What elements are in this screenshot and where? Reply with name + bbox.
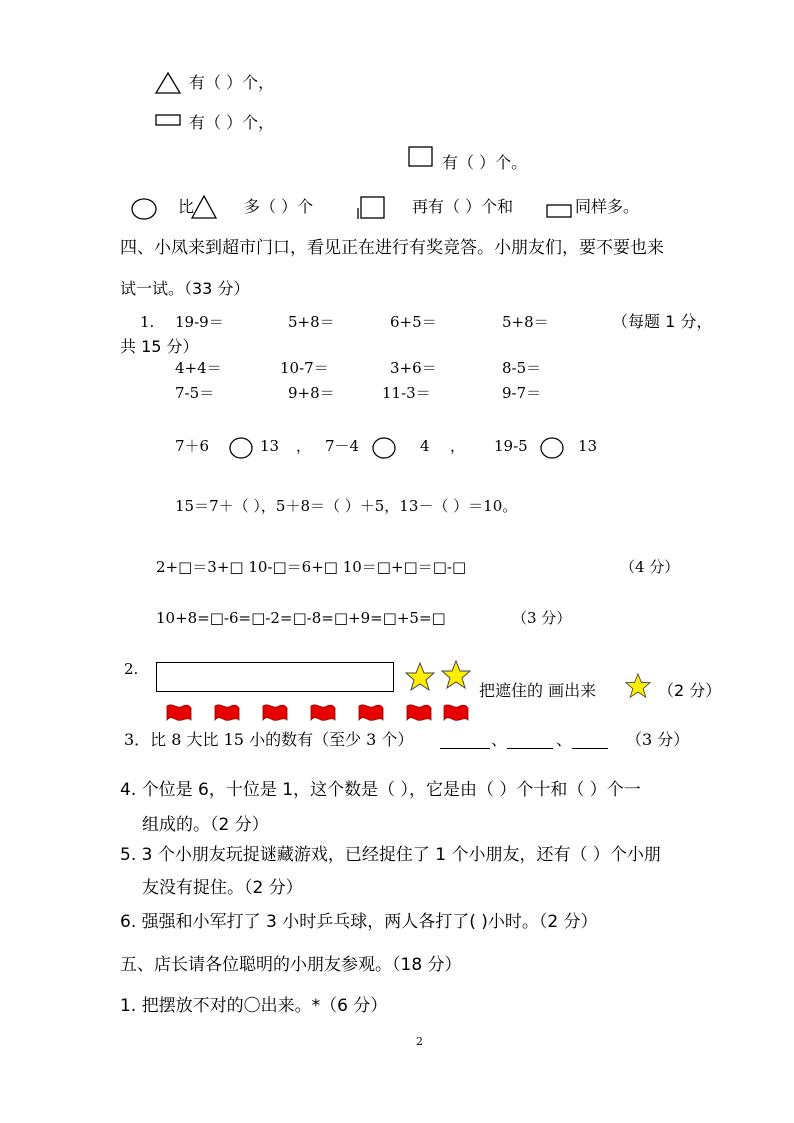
q3-blank-3 — [572, 748, 608, 749]
q1-r3-c4: 9-7＝ — [502, 384, 542, 402]
star-icon — [624, 673, 652, 699]
q3-blank-2 — [507, 748, 553, 749]
q4-line2: 组成的。（2 分） — [142, 815, 269, 835]
circle-row-sep-1: ， — [296, 437, 312, 455]
circle-row-item-2: 13 — [260, 437, 280, 455]
q1-score-note-a: （每题 1 分， — [612, 312, 713, 331]
q1-r1-c4: 5+8＝ — [502, 313, 549, 331]
chain-row: 10+8=□-6=□-2=□-8=□+9=□+5=□ — [156, 609, 446, 627]
q3-sep-2: 、 — [556, 730, 573, 749]
section4-heading-line1: 四、小凤来到超市门口，看见正在进行有奖竞答。小朋友们，要不要也来 — [120, 238, 664, 258]
section5-heading: 五、店长请各位聪明的小朋友参观。（18 分） — [120, 955, 462, 975]
q1-r3-c2: 9+8＝ — [288, 384, 335, 402]
compare-same-text: 同样多。 — [575, 197, 640, 216]
compare-circle-icon — [539, 437, 565, 459]
rectangle-icon — [155, 114, 181, 126]
compare-circle-icon — [228, 437, 254, 459]
q3-sep-1: 、 — [491, 730, 508, 749]
q1-r1-c1: 19-9＝ — [175, 313, 224, 331]
square-icon — [408, 146, 434, 168]
compare-bi-text: 比 — [178, 197, 195, 216]
q1-r2-c1: 4+4＝ — [175, 359, 222, 377]
compare-more-text: 多（ ）个 — [244, 197, 314, 216]
circle-row-item-5: 19-5 — [494, 437, 528, 455]
flag-icon — [405, 702, 433, 724]
circle-row-item-4: 4 — [420, 437, 430, 455]
q3-score: （3 分） — [626, 730, 690, 749]
flag-icon — [213, 702, 241, 724]
flag-icon — [357, 702, 385, 724]
q1-r2-c3: 3+6＝ — [390, 359, 437, 377]
flag-icon — [442, 702, 470, 724]
q1-r1-c3: 6+5＝ — [390, 313, 437, 331]
section4-heading-line2: 试一试。（33 分） — [120, 279, 250, 298]
page-number: 2 — [416, 1035, 423, 1048]
q1-score-note-b: 共 15 分） — [120, 337, 199, 356]
q6-line1: 6. 强强和小军打了 3 小时乒乓球，两人各打了( )小时。（2 分） — [120, 912, 598, 932]
q1-r2-c4: 8-5＝ — [502, 359, 542, 377]
circle-row-item-3: 7－4 — [325, 437, 360, 455]
star-icon — [441, 660, 471, 690]
flag-icon — [309, 702, 337, 724]
circle-row-sep-2: ， — [450, 437, 466, 455]
q1-r3-c1: 7-5＝ — [175, 384, 215, 402]
section5-q1: 1. 把摆放不对的〇出来。*（6 分） — [120, 996, 388, 1016]
compare-circle-icon — [371, 437, 397, 459]
q1-r1-c2: 5+8＝ — [288, 313, 335, 331]
q2-score: （2 分） — [658, 681, 722, 700]
compare-again-text: 再有（ ）个和 — [412, 197, 514, 216]
q2-number: 2. — [124, 660, 139, 678]
flag-icon — [261, 702, 289, 724]
square-icon — [356, 196, 386, 220]
square-count-text: 有（ ）个。 — [442, 153, 528, 172]
triangle-icon — [191, 195, 217, 219]
q5-line2: 友没有捉住。（2 分） — [142, 878, 303, 898]
triangle-icon — [155, 72, 181, 94]
fill-row: 15＝7＋（ ），5＋8＝（ ）＋5，13－（ ）＝10。 — [175, 497, 518, 515]
q1-r2-c2: 10-7＝ — [280, 359, 329, 377]
box-row-score: （4 分） — [620, 558, 680, 576]
cover-box — [156, 662, 394, 692]
box-row: 2+□＝3+□ 10-□＝6+□ 10＝□+□＝□-□ — [156, 558, 467, 576]
q3-blank-1 — [440, 748, 490, 749]
q5-line1: 5. 3 个小朋友玩捉谜藏游戏，已经捉住了 1 个小朋友，还有（ ）个小朋 — [120, 845, 661, 865]
flag-icon — [165, 702, 193, 724]
q2-text: 把遮住的 画出来 — [479, 681, 597, 700]
circle-row-item-6: 13 — [578, 437, 598, 455]
rectangle-icon — [546, 204, 572, 218]
triangle-count-text: 有（ ）个， — [189, 73, 275, 92]
q4-line1: 4. 个位是 6，十位是 1，这个数是（ ），它是由（ ）个十和（ ）个一 — [120, 780, 641, 800]
q3-text: 3．比 8 大比 15 小的数有（至少 3 个） — [124, 730, 414, 749]
circle-icon — [131, 198, 157, 220]
circle-row-item-1: 7＋6 — [175, 437, 210, 455]
star-icon — [405, 662, 435, 692]
rectangle-count-text: 有（ ）个， — [189, 113, 275, 132]
chain-row-score: （3 分） — [512, 609, 572, 627]
q1-number: 1. — [140, 313, 155, 331]
q1-r3-c3: 11-3＝ — [382, 384, 431, 402]
